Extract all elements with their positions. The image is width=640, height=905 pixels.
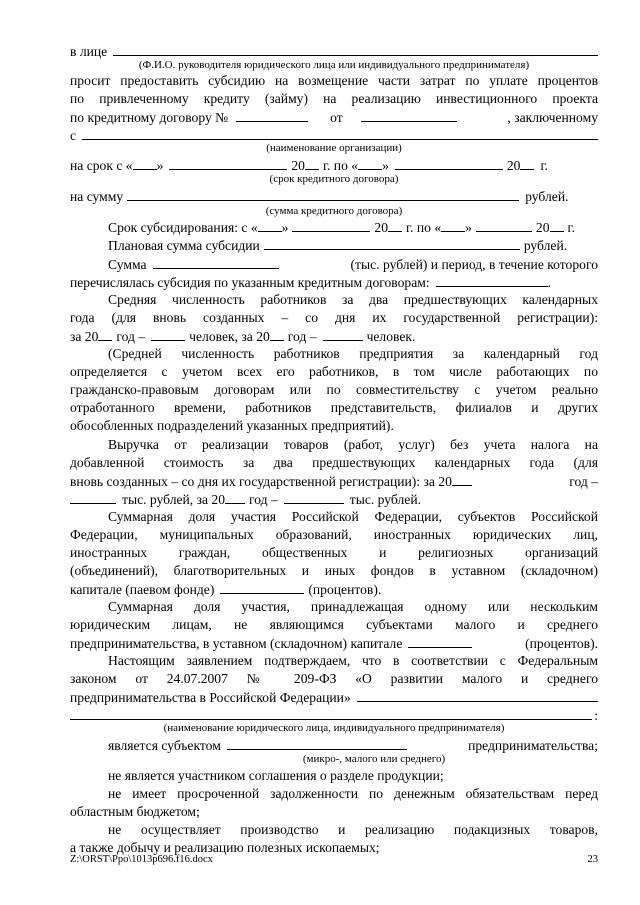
text: является субъектом — [108, 738, 221, 753]
line-staff-count — [70, 327, 598, 346]
blank-field — [441, 218, 465, 232]
text: Срок субсидирования: с « — [108, 220, 258, 235]
blank-field — [220, 580, 304, 594]
footer-file-path: Z:\ORST\Ppo\1013p696.f16.docx — [70, 854, 213, 865]
blank-field — [127, 187, 519, 201]
blank-field — [476, 218, 532, 232]
text: человек, за 20 — [189, 329, 270, 344]
text: год – — [249, 492, 278, 507]
text: (тыс. рублей) и период, в течение которого — [350, 257, 598, 272]
paragraph-line: юридическим лицам, не являющимся субъектами малого и среднего — [70, 617, 598, 632]
blank-field — [151, 327, 185, 341]
text: тыс. рублей. — [349, 492, 421, 507]
caption-fio: (Ф.И.О. руководителя юридического лица или индивидуального предпринимателя) — [138, 59, 530, 71]
text: предпринимательства, в уставном (складочном) капитале — [70, 636, 403, 651]
caption-term: (срок кредитного договора) — [269, 173, 399, 185]
blank-field — [258, 218, 282, 232]
text: рублей. — [523, 238, 568, 253]
text: г. — [567, 220, 575, 235]
blank-field — [452, 472, 472, 486]
paragraph-line: иностранных граждан, общественных и религиозных организаций — [70, 545, 598, 560]
blank-field — [113, 42, 598, 56]
blank-field — [361, 108, 457, 122]
blank-field — [70, 490, 116, 504]
caption-entity: (наименование юридического лица, индивидуального предпринимателя) — [163, 722, 505, 734]
line-sum-period — [70, 255, 598, 274]
caption-amount: (сумма кредитного договора) — [265, 205, 403, 217]
blank-field — [98, 327, 112, 341]
text: с — [70, 128, 77, 143]
text: (процентов). — [308, 582, 382, 597]
blank-field — [264, 236, 520, 250]
blank-field — [133, 156, 157, 170]
text: предпринимательства; — [468, 738, 598, 753]
blank-field — [270, 327, 284, 341]
text: предпринимательства в Российской Федерации» — [70, 690, 351, 705]
paragraph-line: добавленной стоимость за два предшествующих календарных года (для — [70, 455, 598, 470]
blank-field — [436, 273, 548, 287]
text: Плановая сумма субсидии — [108, 238, 260, 253]
paragraph-line: не имеет просроченной задолженности по денежным обязательствам перед — [108, 786, 598, 801]
paragraph-line: Федерации, муниципальных образований, иностранных юридических лиц, — [70, 527, 598, 542]
text: на сумму — [70, 189, 124, 204]
text: г. по « — [406, 220, 442, 235]
blank-field — [550, 218, 564, 232]
paragraph-line: просит предоставить субсидию на возмещение части затрат по уплате процентов — [70, 73, 598, 88]
blank-field — [357, 688, 598, 702]
text: Сумма — [108, 257, 147, 272]
text: » — [156, 158, 164, 173]
text: . — [547, 275, 552, 290]
text: тыс. рублей, за 20 — [122, 492, 226, 507]
text: , заключенному — [507, 110, 598, 125]
text: капитале (паевом фонде) — [70, 582, 215, 597]
blank-field — [292, 218, 370, 232]
line-amount — [70, 187, 598, 206]
paragraph-line: по привлеченному кредиту (займу) на реализацию инвестиционного проекта — [70, 91, 598, 106]
blank-field — [305, 156, 319, 170]
text: г. — [540, 158, 548, 173]
line-transferred — [70, 273, 598, 292]
paragraph-line: определяется с учетом всех его работников, в том числе работающих по — [70, 364, 598, 379]
text: рублей. — [525, 189, 569, 204]
text: по кредитному договору № — [70, 110, 229, 125]
paragraph-line: Средняя численность работников за два предшествующих календарных — [108, 292, 598, 307]
paragraph-line: законом от 24.07.2007 № 209-ФЗ «О развитии малого и среднего — [70, 671, 598, 686]
paragraph-line: отработанного времени, работников представительств, филиалов и других — [70, 400, 598, 415]
line-share-capital — [70, 580, 598, 599]
text: 20 — [374, 220, 389, 235]
text: в лице — [70, 44, 108, 59]
text: 20 — [535, 220, 550, 235]
paragraph-line: Суммарная доля участия, принадлежащая одному или нескольким — [108, 599, 598, 614]
line-planned-sum — [70, 236, 598, 255]
blank-field — [70, 706, 592, 720]
text: от — [330, 110, 343, 125]
blank-field — [153, 255, 279, 269]
text: » — [281, 220, 289, 235]
blank-field — [388, 218, 402, 232]
line-federal-law — [70, 688, 598, 707]
text: : — [594, 708, 598, 723]
paragraph-line: не осуществляет производство и реализацию подакцизных товаров, — [108, 822, 598, 837]
blank-field — [395, 156, 503, 170]
text: год – — [287, 329, 317, 344]
paragraph-line: года (для вновь созданных – со дня их государственной регистрации): — [70, 310, 598, 325]
paragraph-line: а также добычу и реализацию полезных ископаемых; — [70, 840, 380, 855]
blank-field — [358, 156, 382, 170]
blank-field — [225, 490, 245, 504]
blank-field — [236, 108, 308, 122]
blank-field — [284, 490, 344, 504]
text: 20 — [506, 158, 521, 173]
caption-organization: (наименование организации) — [266, 142, 402, 154]
text: г. по « — [322, 158, 359, 173]
line-contract-number — [70, 108, 598, 127]
blank-field — [520, 156, 534, 170]
paragraph-line: обособленных подразделений указанных предприятий). — [70, 418, 394, 433]
paragraph-line: (объединений), благотворительных и иных фондов в уставном (складочном) — [70, 563, 598, 578]
blank-field — [82, 126, 598, 140]
paragraph-line: Суммарная доля участия Российской Федерации, субъектов Российской — [108, 509, 598, 524]
paragraph-line: Настоящим заявлением подтверждаем, что в соответствии с Федеральным — [108, 653, 598, 668]
line-revenue-amounts — [70, 490, 598, 509]
text: » — [465, 220, 472, 235]
paragraph-line: не является участником соглашения о разделе продукции; — [108, 768, 444, 783]
blank-field — [169, 156, 287, 170]
text: на срок с « — [70, 158, 133, 173]
blank-field — [323, 327, 363, 341]
text: за 20 — [70, 329, 99, 344]
text: (процентов). — [525, 636, 598, 651]
paragraph-line: Выручка от реализации товаров (работ, услуг) без учета налога на — [108, 437, 598, 452]
line-subsidy-term — [70, 218, 598, 237]
line-revenue-year — [70, 472, 598, 491]
text: перечислялась субсидия по указанным кредитным договорам: — [70, 275, 430, 290]
paragraph-line: (Средней численность работников предприятия за календарный год — [108, 346, 598, 361]
page-number: 23 — [587, 854, 598, 865]
line-share-legal — [70, 634, 598, 653]
caption-subject-type: (микро-, малого или среднего) — [302, 753, 446, 765]
text: » — [382, 158, 389, 173]
text: человек. — [366, 329, 416, 344]
blank-field — [227, 736, 407, 750]
text: год – — [116, 329, 146, 344]
text: 20 — [291, 158, 305, 173]
text: год – — [569, 474, 598, 489]
paragraph-line: областным бюджетом; — [70, 804, 200, 819]
text: вновь созданных – со дня их государственной регистрации): за 20 — [70, 474, 452, 489]
blank-field — [408, 634, 472, 648]
paragraph-line: гражданско-правовым договорам или по совместительству с учетом реально — [70, 382, 598, 397]
